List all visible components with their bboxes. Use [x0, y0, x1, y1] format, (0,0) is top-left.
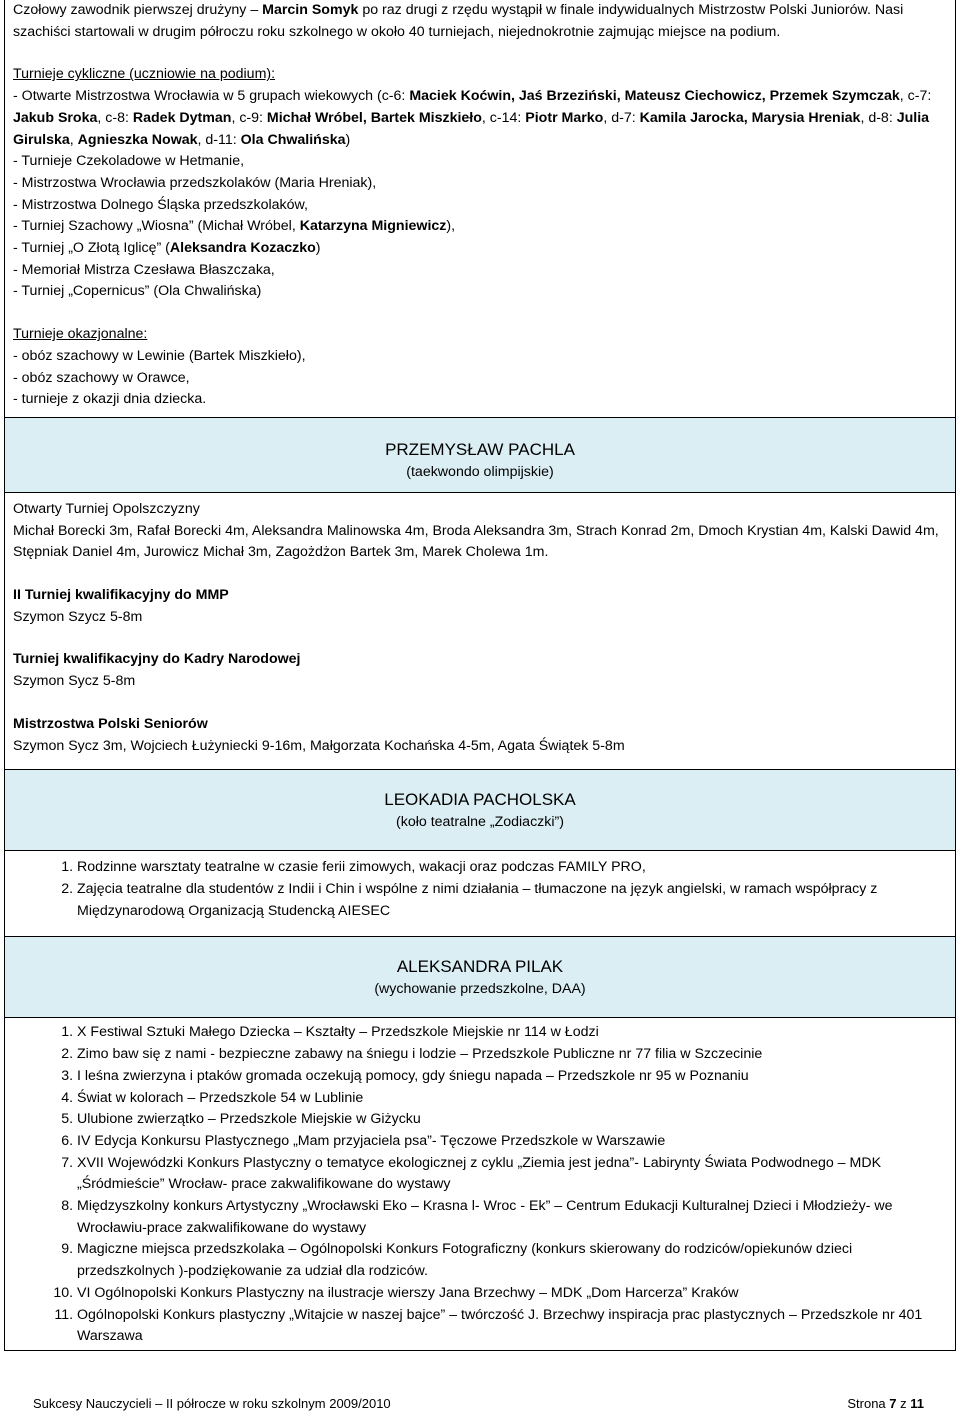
line1-text: , c-9: — [231, 109, 267, 126]
line6-end: ) — [315, 240, 321, 257]
list-item: 1. X Festiwal Sztuki Małego Dziecka – Kształty – Przedszkole Miejskie nr 114 w Łodzi — [77, 1022, 947, 1044]
intro-text: Czołowy zawodnik pierwszej drużyny – — [13, 2, 263, 18]
line1-text: , c-7: — [899, 88, 932, 105]
student-names: Agnieszka Nowak — [77, 131, 198, 148]
cykliczne-line4: - Mistrzostwa Dolnego Śląska przedszkolaków, — [13, 196, 308, 213]
spacer — [5, 693, 955, 714]
line1-text: , c-14: — [481, 109, 526, 126]
line1-text: , d-7: — [603, 109, 640, 126]
spacer — [5, 564, 955, 585]
okazjonalne-heading: Turnieje okazjonalne: — [13, 326, 148, 343]
student-names: Michał Wróbel, Bartek Miszkieło — [266, 109, 482, 126]
teacher-subject: (taekwondo olimpijskie) — [406, 463, 554, 480]
line1-text: ) — [345, 131, 351, 148]
line1-text: , c-8: — [97, 109, 133, 126]
student-names: Julia Girulska — [13, 109, 930, 148]
cykliczne-line6 — [5, 238, 955, 260]
cykliczne-line5 — [5, 216, 955, 238]
list-item: 11. Ogólnopolski Konkurs plastyczny „Witajcie w naszej bajce” – twórczość J. Brzechwy inspiracja prac plastycznych – Przedszkole nr 401 Warszawa — [77, 1305, 947, 1348]
student-names: Radek Dytman — [132, 109, 232, 126]
line6-text: - Turniej „O Złotą Iglicę” ( — [13, 240, 170, 257]
pachla-section — [5, 493, 955, 769]
list-item: 5. Ulubione zwierzątko – Przedszkole Miejskie w Giżycku — [77, 1109, 947, 1131]
line5-name: Katarzyna Migniewicz — [299, 218, 447, 235]
line1-text: , d-8: — [860, 109, 897, 126]
cykliczne-line3: - Mistrzostwa Wrocławia przedszkolaków (Maria Hreniak), — [13, 174, 377, 191]
page-frame — [4, 0, 956, 1351]
teacher-name: LEOKADIA PACHOLSKA — [384, 790, 576, 810]
tournament-title: Otwarty Turniej Opolszczyzny — [13, 500, 200, 517]
list-item: 8. Międzyszkolny konkurs Artystyczny „Wrocławski Eko – Krasna l- Wroc - Ek” – Centrum Edukacji Kulturalnej Dzieci i Młodzieży- we Wrocławiu-prace zakwalifikowane do wystawy — [77, 1196, 947, 1239]
tournament-results: Szymon Sycz 5-8m — [13, 673, 136, 690]
pacholska-list — [5, 857, 955, 922]
tournament-results: Michał Borecki 3m, Rafał Borecki 4m, Aleksandra Malinowska 4m, Broda Aleksandra 3m, Strach Konrad 2m, Dmoch Krystian 4m, Kalski Dawid 4m, Stępniak Daniel 4m, Jurowicz Michał 3m, Zagożdżon Bartek 3m, Marek Cholewa 1m. — [13, 522, 939, 561]
teacher-subject: (wychowanie przedszkolne, DAA) — [374, 981, 586, 998]
footer-title: Sukcesy Nauczycieli – II półrocze w roku szkolnym 2009/2010 — [33, 1396, 391, 1411]
list-item: 3. I leśna zwierzyna i ptaków gromada oczekują pomocy, gdy śniegu napada – Przedszkole nr 95 w Poznaniu — [77, 1066, 947, 1088]
pilak-header — [5, 936, 955, 1018]
intro-name: Marcin Somyk — [262, 2, 359, 18]
pilak-list — [5, 1022, 955, 1348]
tournament-title: Turniej kwalifikacyjny do Kadry Narodowej — [13, 651, 301, 668]
list-item: 6. IV Edycja Konkursu Plastycznego „Mam przyjaciela psa”- Tęczowe Przedszkole w Warszawie — [77, 1131, 947, 1153]
spacer — [5, 628, 955, 649]
cykliczne-line1 — [5, 86, 955, 151]
teacher-name: PRZEMYSŁAW PACHLA — [385, 439, 575, 459]
line5-text: - Turniej Szachowy „Wiosna” (Michał Wróbel, — [13, 218, 300, 235]
list-item: 4. Świat w kolorach – Przedszkole 54 w Lublinie — [77, 1088, 947, 1110]
line6-name: Aleksandra Kozaczko — [169, 240, 316, 257]
list-item: 10. VI Ogólnopolski Konkurs Plastyczny na ilustracje wierszy Jana Brzechwy – MDK „Dom Harcerza” Kraków — [77, 1283, 947, 1305]
student-names: Ola Chwalińska — [240, 131, 346, 148]
line1-text: , — [69, 131, 78, 148]
pachla-header — [5, 417, 955, 493]
list-item: 2. Zimo baw się z nami - bezpieczne zabawy na śniegu i lodzie – Przedszkole Publiczne nr 77 filia w Szczecinie — [77, 1044, 947, 1066]
cykliczne-heading: Turnieje cykliczne (uczniowie na podium): — [13, 66, 276, 83]
student-names: Kamila Jarocka, Marysia Hreniak — [639, 109, 861, 126]
teacher-name: ALEKSANDRA PILAK — [396, 957, 564, 977]
student-names: Maciek Koćwin, Jaś Brzeziński, Mateusz Ciechowicz, Przemek Szymczak — [409, 88, 900, 105]
tournament-results: Szymon Szycz 5-8m — [13, 608, 143, 625]
list-item: 7. XVII Wojewódzki Konkurs Plastyczny o tematyce ekologicznej z cyklu „Ziemia jest jedna”- Labirynty Świata Podwodnego – MDK „Śródmieście” Wrocław- prace zakwalifikowane do wystawy — [77, 1153, 947, 1196]
student-names: Piotr Marko — [525, 109, 604, 126]
cykliczne-line7: - Memoriał Mistrza Czesława Błaszczaka, — [13, 261, 275, 278]
chess-section — [5, 0, 955, 417]
list-item: 1. Rodzinne warsztaty teatralne w czasie ferii zimowych, wakacji oraz podczas FAMILY PRO, — [77, 857, 947, 879]
okazjonalne-item: - turnieje z okazji dnia dziecka. — [13, 391, 207, 408]
page-separator: z — [896, 1396, 911, 1411]
intro-text-rest: po raz drugi z rzędu wystąpił w finale indywidualnych Mistrzostw Polski Juniorów. Nasi szachiści startowali w drugim półroczu roku szkolnego w około 40 turniejach, niejednokrotnie zajmując miejsce na podium. — [13, 2, 904, 40]
spacer — [5, 303, 955, 324]
okazjonalne-item: - obóz szachowy w Lewinie (Bartek Miszkieło), — [13, 347, 306, 364]
total-pages: 11 — [910, 1396, 924, 1411]
student-names: Jakub Sroka — [13, 109, 98, 126]
line1-text: - Otwarte Mistrzostwa Wrocławia w 5 grupach wiekowych (c-6: — [13, 88, 410, 105]
cykliczne-line2: - Turnieje Czekoladowe w Hetmanie, — [13, 153, 245, 170]
pilak-section — [5, 1018, 955, 1350]
pacholska-section — [5, 851, 955, 936]
cykliczne-line8: - Turniej „Copernicus” (Ola Chwalińska) — [13, 283, 262, 300]
page-label: Strona — [847, 1396, 890, 1411]
list-item: 2. Zajęcia teatralne dla studentów z Indii i Chin i wspólne z nimi działania – tłumaczone na język angielski, w ramach współpracy z Międzynarodową Organizacją Studencką AIESEC — [77, 879, 947, 922]
tournament-title: II Turniej kwalifikacyjny do MMP — [13, 587, 229, 604]
intro-paragraph — [5, 0, 955, 43]
line5-end: ), — [446, 218, 456, 235]
tournament-title: Mistrzostwa Polski Seniorów — [13, 715, 208, 732]
page-number — [847, 1396, 924, 1411]
okazjonalne-item: - obóz szachowy w Orawce, — [13, 369, 190, 386]
page-footer — [33, 1396, 924, 1411]
line1-text: , d-11: — [197, 131, 241, 148]
list-item: 9. Magiczne miejsca przedszkolaka – Ogólnopolski Konkurs Fotograficzny (konkurs skierowany do rodziców/opiekunów dzieci przedszkolnych )-podziękowanie za udział dla rodziców. — [77, 1239, 947, 1282]
teacher-subject: (koło teatralne „Zodiaczki”) — [396, 814, 564, 831]
pacholska-header — [5, 769, 955, 851]
spacer — [5, 43, 955, 64]
current-page: 7 — [889, 1396, 897, 1411]
tournament-results: Szymon Sycz 3m, Wojciech Łużyniecki 9-16m, Małgorzata Kochańska 4-5m, Agata Świątek 5-8m — [13, 737, 625, 754]
